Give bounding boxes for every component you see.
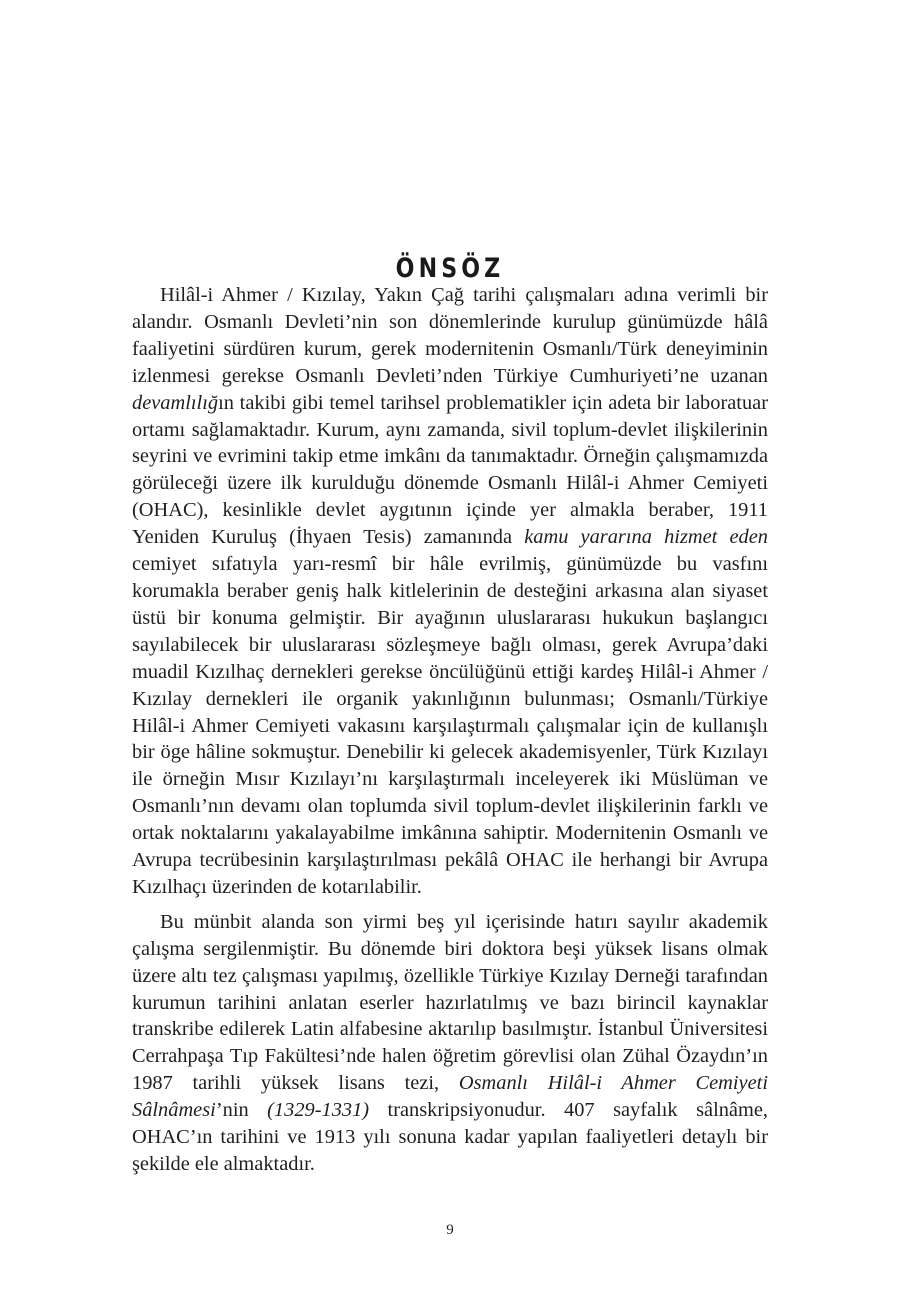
text-segment: Hilâl-i Ahmer / Kızılay, Yakın Çağ tarihi çalışmaları adına verimli bir alandır. Osmanlı Devleti’nin son dönemlerinde kurulup günümüzde hâlâ faaliyetini sürdüren kurum, gerek modernitenin Osmanlı/Türk deneyiminin izlenmesi gerekse Osmanlı Devleti’nden Türkiye Cumhuriyeti’ne uzanan (132, 284, 768, 387)
text-segment: ın takibi gibi temel tarihsel problematikler için adeta bir laboratuar ortamı sağlamaktadır. Kurum, aynı zamanda, sivil toplum-devlet ilişkilerinin seyrini ve evrimini takip etme imkânı da tanımaktadır. Örneğin çalışmamızda görüleceği üzere ilk kurulduğu dönemde Osmanlı Hilâl-i Ahmer Cemiyeti (OHAC), kesinlikle devlet aygıtının içinde yer almakla beraber, 1911 Yeniden Kuruluş (İhyaen Tesis) zamanında (132, 391, 768, 549)
italic-text-segment: kamu yararına hizmet eden (524, 526, 768, 549)
italic-text-segment: (1329-1331) (267, 1099, 370, 1122)
text-segment: ’nin (215, 1099, 268, 1122)
paragraph (132, 282, 768, 901)
italic-text-segment: Osmanlı Hilâl-i Ahmer Cemiyeti Sâlnâmesi (132, 1072, 768, 1122)
italic-text-segment: devamlılığ (132, 391, 219, 414)
text-segment: cemiyet sıfatıyla yarı-resmî bir hâle evrilmiş, günümüzde bu vasfını korumakla beraber geniş halk kitlelerinin de desteğini arkasına alan siyaset üstü bir konuma gelmiştir. Bir ayağının uluslararası hukukun başlangıcı sayılabilecek bir uluslararası sözleşmeye bağlı olması, gerek Avrupa’daki muadil Kızılhaç dernekleri gerekse öncülüğünü ettiği kardeş Hilâl-i Ahmer / Kızılay dernekleri ile organik yakınlığının bulunması; Osmanlı/Türkiye Hilâl-i Ahmer Cemiyeti vakasını karşılaştırmalı çalışmalar için de kullanışlı bir öge hâline sokmuştur. Denebilir ki gelecek akademisyenler, Türk Kızılayı ile örneğin Mısır Kızılayı’nı karşılaştırmalı inceleyerek iki Müslüman ve Osmanlı’nın devamı olan toplumda sivil toplum-devlet ilişkilerinin farklı ve ortak noktalarını yakalayabilme imkânına sahiptir. Modernitenin Osmanlı ve Avrupa tecrübesinin karşılaştırılması pekâlâ OHAC ile herhangi bir Avrupa Kızılhaçı üzerinden de kotarılabilir. (132, 553, 768, 898)
body-text (132, 282, 768, 1178)
text-segment: transkripsiyonudur. 407 sayfalık sâlnâme, OHAC’ın tarihini ve 1913 yılı sonuna kadar yapılan faaliyetleri detaylı bir şekilde ele almaktadır. (132, 1099, 768, 1175)
page-number: 9 (446, 1222, 454, 1238)
paragraph (132, 909, 768, 1178)
text-segment: Bu münbit alanda son yirmi beş yıl içerisinde hatırı sayılır akademik çalışma sergilenmiştir. Bu dönemde biri doktora beşi yüksek lisans olmak üzere altı tez çalışması yapılmış, özellikle Türkiye Kızılay Derneği tarafından kurumun tarihini anlatan eserler hazırlatılmış ve bazı birincil kaynaklar transkribe edilerek Latin alfabesine aktarılıp basılmıştır. İstanbul Üniversitesi Cerrahpaşa Tıp Fakültesi’nde halen öğretim görevlisi olan Zühal Özaydın’ın 1987 tarihli yüksek lisans tezi, (132, 910, 768, 1095)
page-title: ÖNSÖZ (395, 253, 505, 284)
